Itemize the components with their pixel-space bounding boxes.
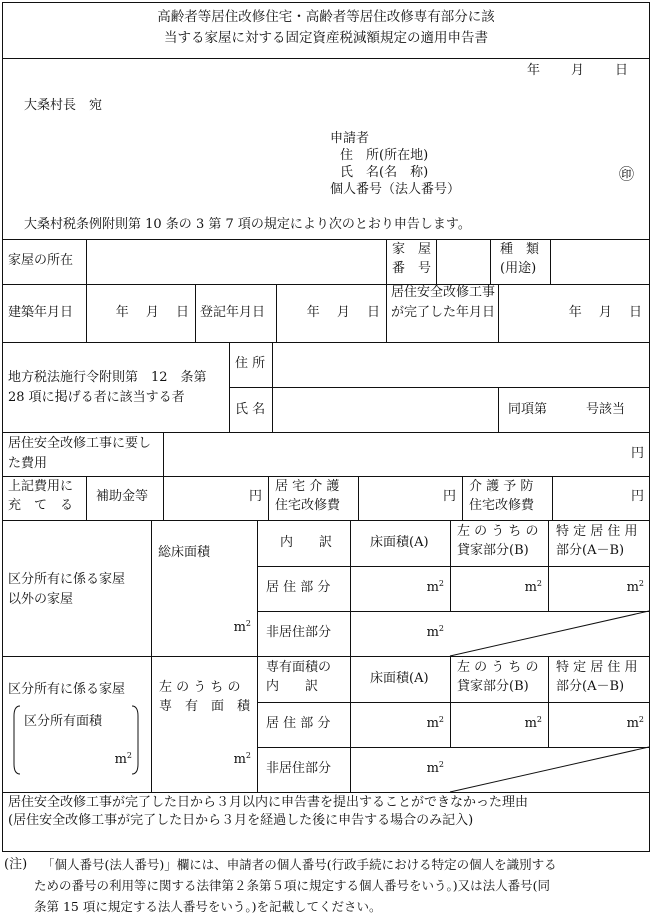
unit-m: m <box>524 580 537 595</box>
rule-row1-bottom <box>2 284 650 285</box>
rule-secB-v5 <box>548 656 549 747</box>
rule-r3-v2 <box>272 342 273 432</box>
unit-m: m <box>626 716 639 731</box>
secB-subarea-field[interactable] <box>20 752 132 768</box>
secB-exclusive-label-2: 専 有 面 積 <box>159 699 251 714</box>
secB-special-header-2: 部分(A－B) <box>556 679 625 694</box>
unit-sup: 2 <box>438 624 444 633</box>
location-label: 家屋の所在 <box>8 253 74 268</box>
rule-r5-v2 <box>163 476 164 520</box>
house-number-field[interactable] <box>438 240 489 283</box>
rule-r4-v1 <box>163 432 164 476</box>
secA-label-1: 区分所有に係る家屋 <box>8 572 126 587</box>
funding-label-2: 充 て る <box>8 498 74 513</box>
rule-row5-bottom <box>2 520 650 521</box>
eligible-person-label: 地方税法施行令附則第 12 条第 28 項に掲げる者に該当する者 <box>8 370 207 405</box>
note-line3: 条第 15 項に規定する法人番号をいう。)を記載してください。 <box>34 899 382 914</box>
secA-label-2: 以外の家屋 <box>8 592 74 607</box>
secB-exclusive-area-field[interactable] <box>153 752 251 768</box>
type-label-2: (用途) <box>500 261 537 276</box>
secA-special-header-1: 特 定 居 住 用 <box>556 524 638 539</box>
secB-exclusive-label-1: 左 の う ち の <box>159 680 241 695</box>
secA-residential-label: 居 住 部 分 <box>266 580 331 595</box>
rule-secA-2 <box>257 611 650 612</box>
rule-title-bottom <box>2 58 650 59</box>
unit-m: m <box>233 620 246 635</box>
secA-nonresidential-label: 非居住部分 <box>266 625 332 640</box>
late-reason-line1: 居住安全改修工事が完了した日から３月以内に申告書を提出することができなかった理由 <box>8 795 529 810</box>
unit-m: m <box>426 716 439 731</box>
secA-total-area-label: 総床面積 <box>158 545 211 560</box>
prevention-field[interactable]: 円 <box>630 489 644 504</box>
rule-r2-v3 <box>276 284 277 342</box>
unit-sup: 2 <box>438 579 444 588</box>
rule-r5-v4 <box>358 476 359 520</box>
rule-r2-v5 <box>498 284 499 342</box>
secB-residential-special-field[interactable] <box>550 716 644 732</box>
eligible-name-field[interactable] <box>274 388 497 431</box>
house-number-label-2: 番 号 <box>392 261 432 276</box>
unit-m: m <box>524 716 537 731</box>
secB-residential-floor-field[interactable] <box>352 716 444 732</box>
location-field[interactable] <box>88 240 385 283</box>
rule-row3-bottom <box>2 432 650 433</box>
unit-sup: 2 <box>438 715 444 724</box>
rule-r1-v5 <box>550 239 551 284</box>
secA-rental-header-2: 貸家部分(B) <box>457 543 529 558</box>
note-line1: 「個人番号(法人番号)」欄には、申請者の個人番号(行政手続における特定の個人を識別する <box>42 857 557 872</box>
rule-r5-v3 <box>268 476 269 520</box>
date-day: 日 <box>615 63 629 78</box>
date-year: 年 <box>527 63 541 78</box>
rule-r5-v5 <box>462 476 463 520</box>
unit-m: m <box>426 580 439 595</box>
form-border-left <box>2 2 3 852</box>
unit-m: m <box>426 761 439 776</box>
rule-sec-v3 <box>350 520 351 792</box>
secB-label: 区分所有に係る家屋 <box>8 682 126 697</box>
declaration-text: 大桑村税条例附則第 10 条の 3 第 7 項の規定により次のとおり申告します。 <box>24 217 471 232</box>
type-label-1: 種 類 <box>500 242 540 257</box>
secB-diagonal <box>450 747 649 792</box>
unit-m: m <box>114 752 127 767</box>
secB-private-header-2: 内 訳 <box>266 679 319 694</box>
registered-date-field[interactable]: 年 月 日 <box>306 305 380 320</box>
form-border-bottom <box>2 851 650 852</box>
rule-secA-1 <box>257 566 650 567</box>
rule-r5-v1 <box>86 476 87 520</box>
unit-m: m <box>233 752 246 767</box>
rule-r1-v3 <box>436 239 437 284</box>
applicant-address-label: 住 所(所在地) <box>340 148 429 163</box>
rule-secA-v4 <box>450 520 451 611</box>
secA-floor-area-header: 床面積(A) <box>370 535 429 550</box>
funding-label-1: 上記費用に <box>8 479 74 494</box>
secB-nonresidential-floor-field[interactable] <box>352 761 444 777</box>
secB-rental-header-1: 左 の う ち の <box>457 660 539 675</box>
eligible-address-field[interactable] <box>274 343 648 386</box>
unit-sup: 2 <box>536 715 542 724</box>
house-number-label-1: 家 屋 <box>392 242 432 257</box>
unit-sup: 2 <box>638 579 644 588</box>
cost-field[interactable]: 円 <box>630 446 644 461</box>
rule-secB-v4 <box>450 656 451 747</box>
secA-residential-special-field[interactable] <box>550 580 644 596</box>
built-date-field[interactable]: 年 月 日 <box>115 305 189 320</box>
applicant-number-label: 個人番号（法人番号） <box>330 182 461 197</box>
built-date-label: 建築年月日 <box>8 305 74 320</box>
care-field[interactable]: 円 <box>442 489 456 504</box>
rule-r2-v1 <box>86 284 87 342</box>
secA-diagonal <box>450 611 649 656</box>
secB-floor-area-header: 床面積(A) <box>370 671 429 686</box>
form-border-top <box>2 2 650 3</box>
applicant-heading: 申請者 <box>330 131 370 146</box>
unit-m: m <box>426 625 439 640</box>
secA-rental-header-1: 左 の う ち の <box>457 524 539 539</box>
subsidy-field[interactable]: 円 <box>248 489 262 504</box>
prevention-label-2: 住宅改修費 <box>469 498 535 513</box>
eligible-name-label: 氏 名 <box>235 402 266 417</box>
secB-rental-header-2: 貸家部分(B) <box>457 679 529 694</box>
rule-r1-v2 <box>386 239 387 284</box>
unit-sup: 2 <box>245 619 251 628</box>
care-label-1: 居 宅 介 護 <box>275 479 340 494</box>
secB-residential-label: 居 住 部 分 <box>266 716 331 731</box>
date-month: 月 <box>571 63 585 78</box>
form-border-right <box>649 2 650 852</box>
rule-r3-v3 <box>498 387 499 432</box>
unit-sup: 2 <box>245 751 251 760</box>
secB-nonresidential-label: 非居住部分 <box>266 761 332 776</box>
type-field[interactable] <box>552 240 648 283</box>
rule-r5-v6 <box>552 476 553 520</box>
note-line2: ための番号の利用等に関する法律第２条第５項に規定する個人番号をいう。)又は法人番号(同 <box>34 878 551 893</box>
registered-date-label: 登記年月日 <box>200 305 266 320</box>
addressee: 大桑村長 宛 <box>24 98 103 113</box>
unit-sup: 2 <box>438 760 444 769</box>
late-reason-field[interactable] <box>4 832 647 849</box>
unit-sup: 2 <box>536 579 542 588</box>
unit-sup: 2 <box>638 715 644 724</box>
prevention-label-1: 介 護 予 防 <box>469 479 534 494</box>
rule-secB-1 <box>257 702 650 703</box>
rule-r2-v4 <box>386 284 387 342</box>
rule-r1-v4 <box>490 239 491 284</box>
subsidy-label: 補助金等 <box>96 489 149 504</box>
rule-r1-v1 <box>86 239 87 284</box>
rule-r3-v1 <box>229 342 230 432</box>
secA-breakdown-header: 内 訳 <box>280 535 333 550</box>
secB-subarea-label: 区分所有面積 <box>24 714 103 729</box>
rule-sec-v1 <box>151 520 152 792</box>
eligible-address-label: 住 所 <box>235 356 266 371</box>
rule-secB-2 <box>257 747 650 748</box>
rule-sec-v2 <box>257 520 258 792</box>
secB-private-header-1: 専有面積の <box>266 660 332 675</box>
secA-total-area-field[interactable] <box>153 620 251 636</box>
cost-label: 居住安全改修工事に要した費用 <box>8 436 152 471</box>
late-reason-line2: (居住安全改修工事が完了した日から３月を経過した後に申告する場合のみ記入) <box>8 813 474 828</box>
completed-date-label: 居住安全改修工事が完了した年月日 <box>391 285 496 320</box>
rule-secB-bottom <box>2 792 650 793</box>
secB-special-header-1: 特 定 居 住 用 <box>556 660 638 675</box>
care-label-2: 住宅改修費 <box>275 498 341 513</box>
secA-special-header-2: 部分(A－B) <box>556 543 625 558</box>
unit-m: m <box>626 580 639 595</box>
title-line1: 高齢者等居住改修住宅・高齢者等居住改修専有部分に該 <box>157 9 495 25</box>
secA-residential-floor-field[interactable] <box>352 580 444 596</box>
completed-date-field[interactable]: 年 月 日 <box>568 305 642 320</box>
title-line2: 当する家屋に対する固定資産税減額規定の適用申告書 <box>164 30 488 46</box>
rule-secA-bottom <box>2 656 650 657</box>
secB-residential-rental-field[interactable] <box>452 716 542 732</box>
unit-sup: 2 <box>126 751 132 760</box>
applicant-name-label: 氏 名(名 称) <box>340 165 429 180</box>
note-mark: (注) <box>4 857 28 872</box>
secA-nonresidential-floor-field[interactable] <box>352 625 444 641</box>
eligible-clause: 同項第 号該当 <box>508 402 626 417</box>
secA-residential-rental-field[interactable] <box>452 580 542 596</box>
rule-r2-v2 <box>195 284 196 342</box>
seal-mark: ㊞ <box>619 165 635 183</box>
rule-secA-v5 <box>548 520 549 611</box>
